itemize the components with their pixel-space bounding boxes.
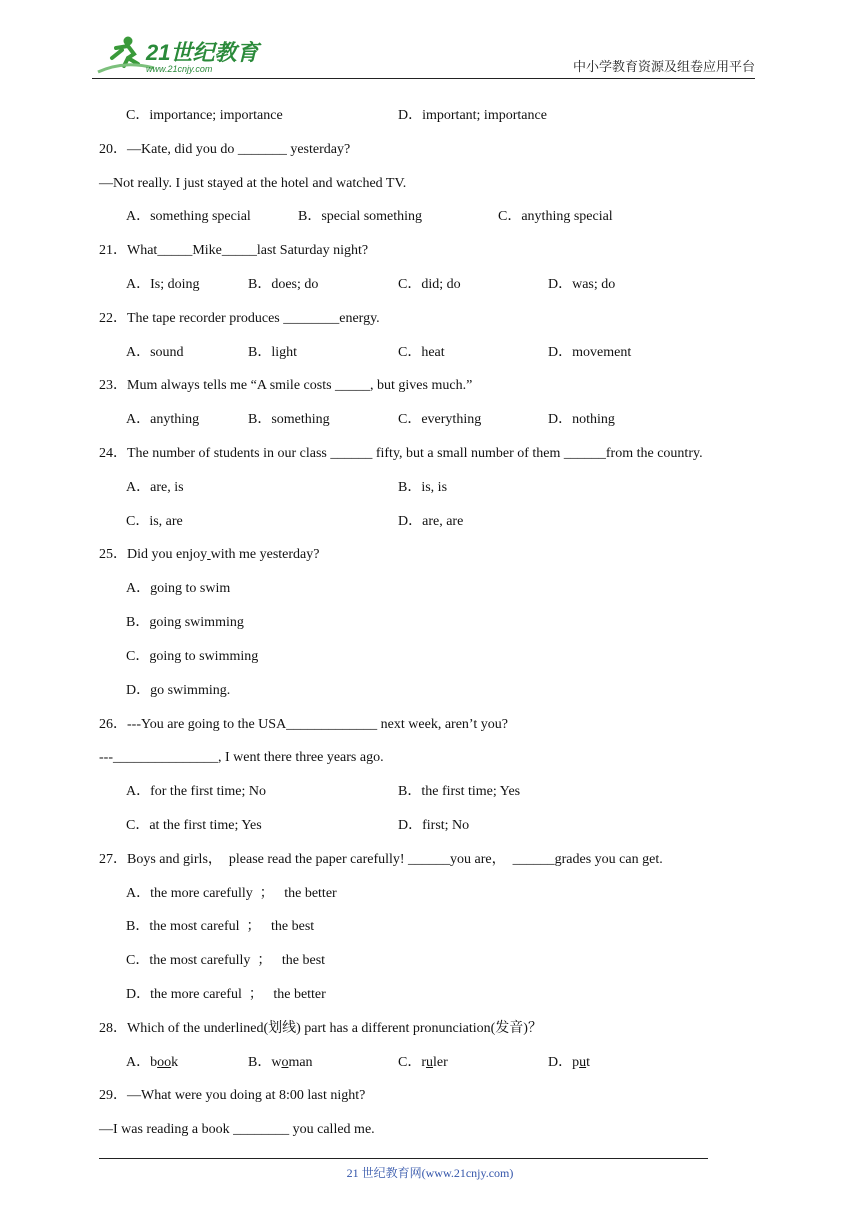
q21-option-a: A．Is; doing [126, 277, 200, 292]
q27-option-c: C．the most carefully ； the best [126, 953, 326, 968]
q21-option-c: C．did; do [398, 277, 461, 292]
svg-text:21世纪教育: 21世纪教育 [146, 40, 259, 65]
q29-stem: 29．—What were you doing at 8:00 last night? [99, 1088, 366, 1103]
page-footer: 21 世纪教育网(www.21cnjy.com) [346, 1166, 514, 1180]
q26-option-d: D．first; No [398, 818, 470, 833]
q23-option-a: A．anything [126, 412, 200, 427]
q28-option-c: C．ruler [398, 1055, 448, 1070]
page-header [92, 30, 755, 79]
site-logo [94, 32, 264, 76]
q26-option-c: C．at the first time; Yes [126, 818, 262, 833]
q26-reply: ---_______________, I went there three years ago. [99, 750, 384, 765]
q20-stem: 20．—Kate, did you do _______ yesterday? [99, 142, 351, 157]
q29-reply: —I was reading a book ________ you called me. [99, 1122, 375, 1137]
q27-option-a: A．the more carefully ； the better [126, 886, 337, 901]
q21-stem: 21．What_____Mike_____last Saturday night? [99, 243, 369, 258]
q25-option-a: A．going to swim [126, 581, 231, 596]
q23-stem: 23．Mum always tells me “A smile costs _____, but gives much.” [99, 378, 473, 393]
q27-stem: 27．Boys and girls， please read the paper carefully! ______you are， ______grades you can get. [99, 852, 663, 867]
q28-option-b: B．woman [248, 1055, 313, 1070]
q26-stem: 26．---You are going to the USA_____________ next week, aren’t you? [99, 717, 508, 732]
q27-option-b: B．the most careful ； the best [126, 919, 315, 934]
q20-option-c: C．anything special [498, 209, 613, 224]
q20-option-a: A．something special [126, 209, 251, 224]
q22-stem: 22．The tape recorder produces ________energy. [99, 311, 380, 326]
q24-option-b: B．is, is [398, 480, 448, 495]
q20-option-b: B．special something [298, 209, 423, 224]
q25-option-d: D．go swimming. [126, 683, 231, 698]
q22-option-c: C．heat [398, 345, 445, 360]
q20-reply: —Not really. I just stayed at the hotel and watched TV. [99, 176, 407, 191]
q28-stem: 28．Which of the underlined(划线) part has a different pronunciation(发音)？ [99, 1021, 542, 1036]
q26-option-a: A．for the first time; No [126, 784, 266, 799]
q28-option-d: D．put [548, 1055, 591, 1070]
q24-option-c: C．is, are [126, 514, 183, 529]
q19-option-d: D．important; importance [398, 108, 547, 123]
q21-option-d: D．was; do [548, 277, 616, 292]
q25-stem: 25．Did you enjoy with me yesterday? [99, 547, 320, 562]
q24-stem: 24．The number of students in our class ______ fifty, but a small number of them ______from the country. [99, 446, 703, 461]
q24-option-a: A．are, is [126, 480, 184, 495]
q26-option-b: B．the first time; Yes [398, 784, 521, 799]
q25-option-c: C．going to swimming [126, 649, 259, 664]
q22-option-a: A．sound [126, 345, 184, 360]
q22-option-b: B．light [248, 345, 298, 360]
q19-option-c: C．importance; importance [126, 108, 283, 123]
q23-option-d: D．nothing [548, 412, 615, 427]
q22-option-d: D．movement [548, 345, 632, 360]
q24-option-d: D．are, are [398, 514, 464, 529]
q23-option-c: C．everything [398, 412, 482, 427]
footer-divider [99, 1158, 708, 1159]
q28-option-a: A．book [126, 1055, 179, 1070]
site-tagline: 中小学教育资源及组卷应用平台 [572, 59, 755, 74]
svg-text:www.21cnjy.com: www.21cnjy.com [146, 64, 213, 74]
q25-option-b: B．going swimming [126, 615, 244, 630]
q23-option-b: B．something [248, 412, 330, 427]
q21-option-b: B．does; do [248, 277, 319, 292]
q27-option-d: D．the more careful ； the better [126, 987, 326, 1002]
